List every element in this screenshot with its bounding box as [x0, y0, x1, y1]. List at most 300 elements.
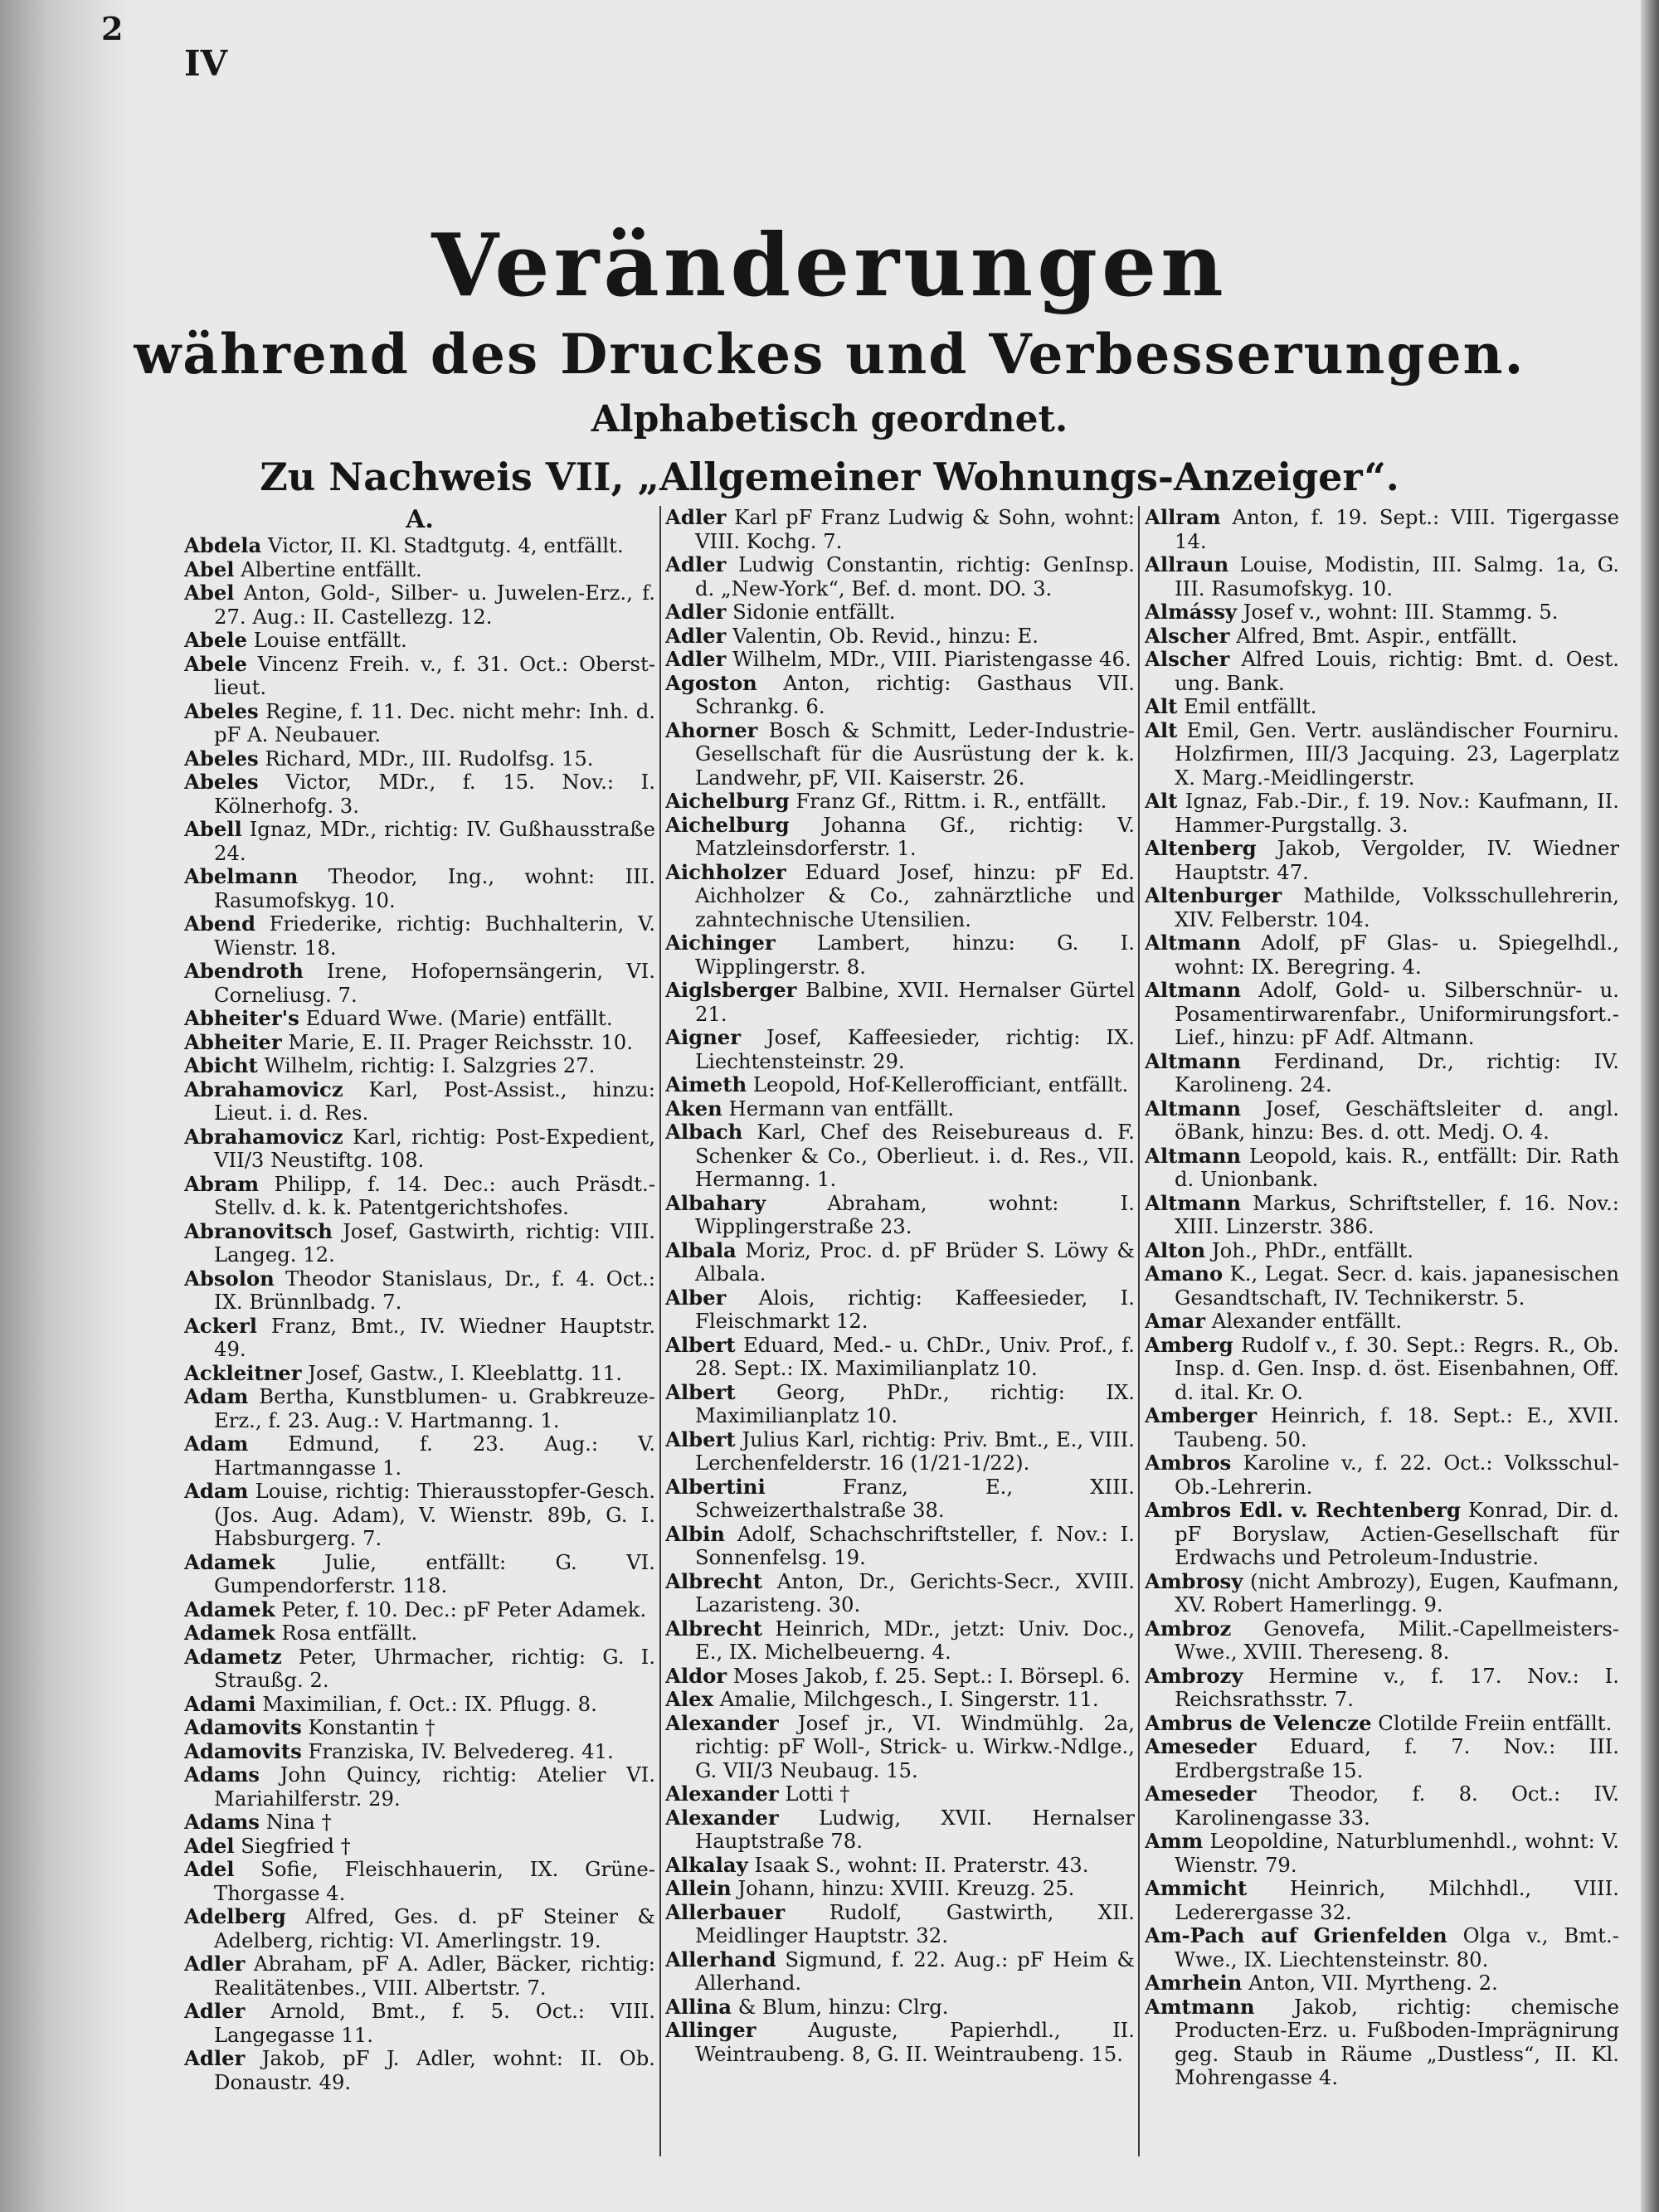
entry-name: Amano — [1145, 1262, 1224, 1286]
entry-details: Moriz, Proc. d. pF Brüder S. Löwy & Albala. — [695, 1237, 1135, 1286]
entry-name: Amtmann — [1145, 1994, 1255, 2019]
directory-entry — [1145, 1877, 1619, 1924]
entry-name: Aken — [665, 1096, 722, 1121]
directory-entry — [1145, 1617, 1619, 1665]
directory-entry — [1145, 1499, 1619, 1570]
entry-name: Alt — [1145, 789, 1178, 813]
entry-details: Albertine entfällt. — [241, 557, 422, 581]
section-roman-numeral: IV — [184, 43, 228, 84]
entry-details: Heinrich, f. 18. Sept.: E., XVII. Taubeng. 50. — [1175, 1403, 1619, 1451]
directory-entry — [665, 1334, 1135, 1381]
entry-details: Alexander entfällt. — [1211, 1309, 1402, 1333]
entry-details: Balbine, XVII. Hernalser Gürtel 21. — [695, 978, 1135, 1026]
entry-name: Adametz — [184, 1644, 282, 1669]
directory-entry — [1145, 931, 1619, 979]
directory-entry — [1145, 837, 1619, 884]
column-3-entries — [1145, 506, 1619, 2090]
directory-entry — [665, 600, 1135, 625]
column-2 — [665, 506, 1135, 2165]
entry-details: Eduard Josef, hinzu: pF Ed. Aichholzer & Co., zahnärztliche und zahntechnische Utensilien. — [695, 859, 1135, 931]
directory-entry — [1145, 1310, 1619, 1334]
page-number: 2 — [101, 10, 124, 47]
entry-details: Anton, Gold-, Silber- u. Juwelen-Erz., f. 27. Aug.: II. Castellezg. 12. — [214, 581, 655, 629]
entry-details: Josef, Gastwirth, richtig: VIII. Langeg. 12. — [214, 1218, 655, 1266]
entry-name: Alexander — [665, 1805, 779, 1830]
entry-details: Franz, E., XIII. Schweizerthalstraße 38. — [695, 1474, 1135, 1522]
directory-entry — [184, 653, 655, 700]
entry-name: Ambros Edl. v. Rechtenberg — [1145, 1498, 1462, 1522]
entry-name: Abeles — [184, 770, 259, 794]
entry-name: Ameseder — [1145, 1782, 1257, 1806]
directory-entry — [184, 1480, 655, 1551]
directory-entry — [1145, 1570, 1619, 1617]
entry-name: Abicht — [184, 1053, 258, 1077]
entry-name: Ahorner — [665, 717, 758, 742]
entry-details: Leopoldine, Naturblumenhdl., wohnt: V. Wienstr. 79. — [1175, 1829, 1619, 1877]
entry-name: Ambrosy — [1145, 1568, 1243, 1593]
directory-entry — [1145, 1334, 1619, 1405]
directory-entry — [665, 1475, 1135, 1523]
entry-name: Aigner — [665, 1025, 741, 1049]
entry-details: Theodor, f. 8. Oct.: IV. Karolinengasse 33. — [1175, 1782, 1619, 1830]
entry-details: Wilhelm, richtig: I. Salzgries 27. — [264, 1053, 596, 1077]
entry-name: Allein — [665, 1876, 732, 1900]
entry-name: Ambrus de Velencze — [1145, 1710, 1372, 1735]
entry-details: Vincenz Freih. v., f. 31. Oct.: Oberst-lieut. — [214, 651, 655, 699]
entry-name: Amberger — [1145, 1403, 1258, 1427]
directory-entry — [1145, 1451, 1619, 1499]
directory-entry — [1145, 1192, 1619, 1239]
entry-name: Abel — [184, 581, 235, 605]
entry-name: Altmann — [1145, 1096, 1242, 1121]
entry-details: Adolf, Gold- u. Silberschnür- u. Posamentirwarenfabr., Uniformirungsfort.-Lief., hinzu: pF Adf. Altmann. — [1175, 978, 1619, 1049]
entry-details: Jakob, Vergolder, IV. Wiedner Hauptstr. 47. — [1175, 836, 1619, 884]
entry-name: Abend — [184, 912, 255, 936]
directory-entry — [665, 1806, 1135, 1854]
directory-entry — [184, 1031, 655, 1055]
entry-name: Abranovitsch — [184, 1218, 333, 1243]
entry-name: Abelmann — [184, 864, 299, 888]
entry-details: Sigmund, f. 22. Aug.: pF Heim & Allerhand. — [695, 1947, 1135, 1995]
directory-entry — [184, 1432, 655, 1480]
entry-details: Ignaz, MDr., richtig: IV. Gußhausstraße 24. — [214, 817, 655, 865]
entry-details: Friederike, richtig: Buchhalterin, V. Wienstr. 18. — [214, 912, 655, 960]
directory-entry — [1145, 1971, 1619, 1996]
column-divider — [659, 506, 661, 2156]
entry-details: Eduard, Med.- u. ChDr., Univ. Prof., f. 28. Sept.: IX. Maximilianplatz 10. — [695, 1332, 1135, 1380]
entry-details: Abraham, wohnt: I. Wipplingerstraße 23. — [695, 1190, 1135, 1238]
entry-name: Adler — [665, 623, 727, 648]
entry-details: Leopold, Hof-Kellerofficiant, entfällt. — [752, 1072, 1129, 1096]
entry-name: Adams — [184, 1762, 260, 1787]
directory-entry — [184, 1763, 655, 1811]
entry-name: Adams — [184, 1810, 260, 1834]
directory-entry — [184, 865, 655, 912]
entry-details: Richard, MDr., III. Rudolfsg. 15. — [265, 746, 594, 771]
entry-details: Alfred, Ges. d. pF Steiner & Adelberg, richtig: VI. Amerlingstr. 19. — [214, 1904, 655, 1952]
letter-heading: A. — [406, 506, 434, 534]
directory-entry — [1145, 1996, 1619, 2090]
directory-entry — [665, 1996, 1135, 2020]
entry-details: Sidonie entfällt. — [732, 600, 896, 624]
directory-entry — [184, 700, 655, 747]
entry-details: Jakob, pF J. Adler, wohnt: II. Ob. Donaustr. 49. — [214, 2046, 655, 2094]
entry-details: Julie, entfällt: G. VI. Gumpendorferstr. 118. — [214, 1549, 655, 1597]
entry-name: Albert — [665, 1332, 736, 1357]
directory-entry — [184, 1220, 655, 1267]
entry-name: Adamovits — [184, 1738, 302, 1763]
entry-name: Albala — [665, 1237, 737, 1262]
entry-details: John Quincy, richtig: Atelier VI. Mariahilferstr. 29. — [214, 1762, 655, 1811]
directory-entry — [665, 931, 1135, 979]
entry-details: Hermine v., f. 17. Nov.: I. Reichsrathsstr. 7. — [1175, 1663, 1619, 1711]
directory-entry — [665, 1948, 1135, 1996]
directory-entry — [1145, 506, 1619, 553]
entry-details: Franz Gf., Rittm. i. R., entfällt. — [795, 789, 1107, 813]
directory-entry — [1145, 600, 1619, 625]
entry-name: Abel — [184, 557, 235, 581]
entry-name: Alber — [665, 1285, 727, 1310]
entry-name: Alt — [1145, 694, 1178, 718]
entry-details: Louise, Modistin, III. Salmg. 1a, G. III. Rasumofskyg. 10. — [1175, 552, 1619, 600]
entry-name: Abell — [184, 817, 242, 841]
directory-entry — [665, 672, 1135, 719]
entry-details: Heinrich, MDr., jetzt: Univ. Doc., E., IX. Michelbeuerng. 4. — [695, 1616, 1135, 1664]
entry-details: Isaak S., wohnt: II. Praterstr. 43. — [754, 1852, 1089, 1877]
entry-details: Bosch & Schmitt, Leder-Industrie-Gesellschaft für die Ausrüstung der k. k. Landwehr, pF, VII. Kaiserstr. 26. — [695, 717, 1135, 790]
entry-details: Amalie, Milchgesch., I. Singerstr. 11. — [719, 1687, 1099, 1711]
directory-entry — [665, 1782, 1135, 1806]
entry-name: Abele — [184, 628, 247, 652]
entry-details: Lambert, hinzu: G. I. Wipplingerstr. 8. — [695, 931, 1135, 979]
directory-entry — [184, 1858, 655, 1905]
entry-name: Adamovits — [184, 1715, 302, 1739]
entry-name: Absolon — [184, 1266, 275, 1291]
directory-entry — [184, 1716, 655, 1740]
entry-name: Almássy — [1145, 600, 1238, 624]
directory-entry — [184, 1740, 655, 1764]
directory-entry — [665, 1901, 1135, 1948]
directory-entry — [184, 1173, 655, 1220]
directory-entry — [184, 1385, 655, 1432]
directory-entry — [1145, 1404, 1619, 1451]
entry-details: Abraham, pF A. Adler, Bäcker, richtig: Realitätenbes., VIII. Albertstr. 7. — [214, 1952, 655, 2000]
directory-entry — [665, 1617, 1135, 1665]
entry-name: Altmann — [1145, 1190, 1242, 1215]
entry-details: Peter, f. 10. Dec.: pF Peter Adamek. — [281, 1597, 647, 1621]
directory-entry — [184, 1621, 655, 1646]
entry-name: Amar — [1145, 1309, 1206, 1333]
entry-name: Albrecht — [665, 1568, 763, 1593]
directory-entry — [1145, 1050, 1619, 1097]
directory-entry — [665, 1192, 1135, 1239]
directory-entry — [665, 1073, 1135, 1097]
entry-name: Aichelburg — [665, 812, 790, 837]
directory-entry — [665, 1523, 1135, 1570]
entry-name: Abheiter — [184, 1029, 282, 1054]
column-1 — [184, 506, 655, 2165]
entry-name: Adel — [184, 1833, 235, 1858]
entry-name: Amm — [1145, 1829, 1204, 1853]
entry-details: Auguste, Papierhdl., II. Weintraubeng. 8, G. II. Weintraubeng. 15. — [695, 2018, 1135, 2066]
entry-details: Theodor Stanislaus, Dr., f. 4. Oct.: IX. Brünnlbadg. 7. — [214, 1266, 655, 1314]
directory-entry — [665, 1121, 1135, 1192]
page-title: Veränderungen — [431, 214, 1228, 316]
entry-name: Altenberg — [1145, 836, 1257, 860]
directory-entry — [665, 1712, 1135, 1783]
entry-name: Aldor — [665, 1663, 727, 1688]
directory-entry — [184, 912, 655, 960]
directory-entry — [665, 1877, 1135, 1901]
entry-name: Adamek — [184, 1597, 275, 1621]
directory-entry — [1145, 648, 1619, 695]
entry-name: Ameseder — [1145, 1734, 1257, 1758]
directory-entry — [184, 1598, 655, 1622]
entry-name: Albert — [665, 1427, 736, 1451]
directory-entry — [665, 979, 1135, 1026]
entry-details: Peter, Uhrmacher, richtig: G. I. Straußg. 2. — [214, 1644, 655, 1692]
entry-details: Anton, richtig: Gasthaus VII. Schrankg. 6. — [695, 670, 1135, 718]
entry-name: Allram — [1145, 506, 1221, 529]
entry-details: Moses Jakob, f. 25. Sept.: I. Börsepl. 6. — [732, 1663, 1131, 1688]
directory-entry — [184, 1267, 655, 1315]
directory-entry — [1145, 1262, 1619, 1310]
directory-entry — [665, 861, 1135, 932]
directory-entry — [665, 1026, 1135, 1073]
directory-entry — [1145, 790, 1619, 837]
directory-entry — [1145, 1239, 1619, 1263]
entry-details: Bertha, Kunstblumen- u. Grabkreuze-Erz., f. 23. Aug.: V. Hartmanng. 1. — [214, 1384, 655, 1432]
directory-entry — [665, 1854, 1135, 1878]
entry-name: Ambroz — [1145, 1616, 1232, 1641]
entry-details: Franz, Bmt., IV. Wiedner Hauptstr. 49. — [214, 1313, 655, 1361]
entry-details: Arnold, Bmt., f. 5. Oct.: VIII. Langegasse 11. — [214, 1999, 655, 2047]
entry-details: Johann, hinzu: XVIII. Kreuzg. 25. — [737, 1876, 1075, 1900]
entry-name: Adler — [665, 600, 727, 624]
entry-name: Allerbauer — [665, 1899, 786, 1924]
entry-name: Abeles — [184, 698, 259, 723]
entry-details: Ludwig Constantin, richtig: GenInsp. d. „New-York“, Bef. d. mont. DO. 3. — [695, 552, 1135, 600]
entry-details: Karl, Post-Assist., hinzu: Lieut. i. d. Res. — [214, 1077, 655, 1125]
directory-entry — [665, 553, 1135, 600]
entry-details: Adolf, pF Glas- u. Spiegelhdl., wohnt: IX. Beregring. 4. — [1175, 931, 1619, 979]
entry-name: Ambrozy — [1145, 1663, 1243, 1688]
entry-name: Altenburger — [1145, 883, 1282, 907]
entry-name: Adel — [184, 1857, 235, 1881]
entry-details: Josef, Gastw., I. Kleeblattg. 11. — [308, 1360, 622, 1385]
entry-details: Georg, PhDr., richtig: IX. Maximilianplatz 10. — [695, 1379, 1135, 1427]
entry-name: Adamek — [184, 1621, 275, 1645]
entry-name: Adam — [184, 1479, 249, 1503]
directory-entry — [665, 719, 1135, 790]
entry-name: Albert — [665, 1379, 736, 1404]
entry-name: Altmann — [1145, 1048, 1242, 1073]
entry-name: Amrhein — [1145, 1971, 1243, 1995]
ordering-note: Alphabetisch geordnet. — [591, 398, 1068, 440]
entry-details: Ignaz, Fab.-Dir., f. 19. Nov.: Kaufmann, II. Hammer-Purgstallg. 3. — [1175, 789, 1619, 837]
page-subtitle: während des Druckes und Verbesserungen. — [134, 322, 1525, 386]
entry-name: Allerhand — [665, 1947, 776, 1971]
directory-entry — [665, 790, 1135, 814]
entry-details: Rosa entfällt. — [281, 1621, 418, 1645]
column-1-entries — [184, 534, 655, 2094]
entry-details: Theodor, Ing., wohnt: III. Rasumofskyg. 10. — [214, 864, 655, 912]
entry-name: Adamek — [184, 1549, 275, 1574]
directory-entry — [184, 581, 655, 629]
entry-name: Adami — [184, 1691, 256, 1716]
directory-entry — [184, 1952, 655, 2000]
directory-entry — [184, 747, 655, 771]
entry-details: Genovefa, Milit.-Capellmeisters-Wwe., XVIII. Thereseng. 8. — [1175, 1616, 1619, 1664]
entry-details: Eduard, f. 7. Nov.: III. Erdbergstraße 15. — [1175, 1734, 1619, 1782]
directory-entry — [184, 1905, 655, 1952]
entry-details: Valentin, Ob. Revid., hinzu: E. — [732, 623, 1039, 648]
directory-entry — [1145, 979, 1619, 1050]
directory-entry — [665, 1097, 1135, 1121]
entry-name: Ambros — [1145, 1451, 1232, 1475]
entry-details: Josef jr., VI. Windmühlg. 2a, richtig: pF Woll-, Strick- u. Wirkw.-Ndlge., G. VII/3 Neubaug. 15. — [695, 1710, 1135, 1782]
entry-details: Rudolf v., f. 30. Sept.: Regrs. R., Ob. Insp. d. Gen. Insp. d. öst. Eisenbahnen, Off. d. ital. Kr. O. — [1175, 1332, 1619, 1404]
entry-details: Johanna Gf., richtig: V. Matzleinsdorferstr. 1. — [695, 812, 1135, 860]
directory-entry — [1145, 695, 1619, 719]
directory-entry — [1145, 1924, 1619, 1971]
entry-details: Louise entfällt. — [253, 628, 407, 652]
entry-details: Rudolf, Gastwirth, XII. Meidlinger Hauptstr. 32. — [695, 1899, 1135, 1947]
entry-details: Anton, f. 19. Sept.: VIII. Tigergasse 14. — [1175, 506, 1619, 553]
entry-name: Ackerl — [184, 1313, 257, 1338]
entry-name: Albahary — [665, 1190, 766, 1215]
directory-entry — [1145, 625, 1619, 649]
entry-name: Adam — [184, 1384, 249, 1408]
directory-entry — [184, 1078, 655, 1125]
directory-entry — [184, 960, 655, 1007]
entry-details: Emil, Gen. Vertr. ausländischer Fourniru. Holzfirmen, III/3 Jacquing. 23, Lagerplatz X. Marg.-Meidlingerstr. — [1175, 717, 1619, 790]
entry-name: Abrahamovicz — [184, 1124, 343, 1149]
reference-heading: Zu Nachweis VII, „Allgemeiner Wohnungs-Anzeiger“. — [260, 455, 1399, 499]
entry-name: Alexander — [665, 1782, 779, 1806]
entry-details: Franziska, IV. Belvedereg. 41. — [308, 1738, 614, 1763]
entry-name: Albertini — [665, 1474, 766, 1499]
directory-entry — [665, 1570, 1135, 1617]
entry-details: Karl, Chef des Reisebureaus d. F. Schenker & Co., Oberlieut. i. d. Res., VII. Hermanng. 1. — [695, 1120, 1135, 1191]
entry-details: Alois, richtig: Kaffeesieder, I. Fleischmarkt 12. — [695, 1285, 1135, 1333]
column-3 — [1145, 506, 1619, 2165]
entry-name: Am-Pach auf Grienfelden — [1145, 1923, 1447, 1947]
entry-name: Agoston — [665, 670, 757, 695]
entry-name: Allina — [665, 1994, 732, 2019]
entry-details: Wilhelm, MDr., VIII. Piaristengasse 46. — [732, 647, 1131, 671]
entry-details: Irene, Hofopernsängerin, VI. Corneliusg. 7. — [214, 959, 655, 1007]
entry-details: Adolf, Schachschriftsteller, f. Nov.: I. Sonnenfelsg. 19. — [695, 1521, 1135, 1569]
entry-name: Abdela — [184, 533, 262, 557]
entry-details: Lotti † — [785, 1782, 850, 1806]
entry-details: Alfred, Bmt. Aspir., entfällt. — [1236, 623, 1518, 648]
entry-details: Karoline v., f. 22. Oct.: Volksschul-Ob.-Lehrerin. — [1175, 1451, 1619, 1499]
entry-name: Altmann — [1145, 978, 1242, 1002]
directory-entry — [184, 2000, 655, 2047]
entry-details: Victor, II. Kl. Stadtgutg. 4, entfällt. — [268, 533, 624, 557]
entry-name: Alscher — [1145, 623, 1230, 648]
entry-name: Aimeth — [665, 1072, 747, 1096]
entry-name: Adam — [184, 1432, 249, 1456]
directory-entry — [184, 2047, 655, 2094]
entry-name: Aichholzer — [665, 859, 786, 884]
directory-entry — [665, 814, 1135, 861]
directory-entry — [1145, 1735, 1619, 1782]
directory-entry — [665, 625, 1135, 649]
entry-details: Clotilde Freiin entfällt. — [1378, 1710, 1613, 1735]
column-2-entries — [665, 506, 1135, 2066]
directory-entry — [1145, 553, 1619, 600]
entry-details: Sofie, Fleischhauerin, IX. Grüne-Thorgasse 4. — [214, 1857, 655, 1905]
directory-entry — [184, 1362, 655, 1386]
entry-details: Louise, richtig: Thierausstopfer-Gesch. (Jos. Aug. Adam), V. Wienstr. 89b, G. I. Habsburgerg. 7. — [214, 1479, 655, 1550]
column-divider — [1138, 506, 1140, 2156]
entry-name: Abheiter's — [184, 1006, 299, 1030]
entry-name: Altmann — [1145, 931, 1242, 955]
entry-name: Albin — [665, 1521, 725, 1546]
entry-details: Karl, richtig: Post-Expedient, VII/3 Neustiftg. 108. — [214, 1124, 655, 1172]
entry-details: Siegfried † — [241, 1833, 351, 1858]
entry-name: Aichinger — [665, 931, 776, 955]
entry-details: Alfred Louis, richtig: Bmt. d. Oest. ung. Bank. — [1175, 647, 1619, 695]
entry-name: Alex — [665, 1687, 714, 1711]
directory-entry — [665, 1428, 1135, 1475]
directory-entry — [1145, 1782, 1619, 1830]
directory-entry — [665, 1381, 1135, 1428]
entry-name: Altmann — [1145, 1143, 1242, 1168]
directory-entry — [665, 2019, 1135, 2066]
entry-details: Eduard Wwe. (Marie) entfällt. — [305, 1006, 613, 1030]
directory-entry — [665, 506, 1135, 553]
entry-name: Aichelburg — [665, 789, 790, 813]
directory-entry — [184, 629, 655, 653]
entry-name: Allraun — [1145, 552, 1229, 576]
entry-details: Mathilde, Volksschullehrerin, XIV. Felberstr. 104. — [1175, 883, 1619, 931]
directory-entry — [184, 534, 655, 558]
entry-details: Edmund, f. 23. Aug.: V. Hartmanngasse 1. — [214, 1432, 655, 1480]
entry-name: Alscher — [1145, 647, 1230, 671]
entry-details: Olga v., Bmt.-Wwe., IX. Liechtensteinstr. 80. — [1175, 1923, 1619, 1971]
directory-entry — [665, 648, 1135, 672]
directory-entry — [184, 1551, 655, 1598]
entry-details: Konrad, Dir. d. pF Boryslaw, Actien-Gesellschaft für Erdwachs und Petroleum-Industrie. — [1175, 1498, 1619, 1569]
directory-entry — [665, 1665, 1135, 1689]
entry-name: Albrecht — [665, 1616, 763, 1641]
entry-name: Adler — [665, 647, 727, 671]
directory-entry — [1145, 719, 1619, 790]
entry-details: Regine, f. 11. Dec. nicht mehr: Inh. d. pF A. Neubauer. — [214, 698, 655, 746]
entry-details: Marie, E. II. Prager Reichsstr. 10. — [288, 1029, 633, 1054]
entry-name: Alexander — [665, 1710, 779, 1735]
entry-details: Emil entfällt. — [1184, 694, 1317, 718]
directory-entry — [1145, 1712, 1619, 1736]
entry-name: Ackleitner — [184, 1360, 302, 1385]
entry-name: Alkalay — [665, 1852, 748, 1877]
entry-details: Josef v., wohnt: III. Stammg. 5. — [1243, 600, 1559, 624]
directory-entry — [184, 1811, 655, 1835]
entry-name: Abendroth — [184, 959, 304, 983]
directory-entry — [184, 1007, 655, 1031]
directory-entry — [1145, 1097, 1619, 1145]
entry-details: Philipp, f. 14. Dec.: auch Präsdt.-Stellv. d. k. k. Patentgerichtshofes. — [214, 1171, 655, 1219]
entry-details: Anton, VII. Myrtheng. 2. — [1248, 1971, 1498, 1995]
directory-entry — [1145, 884, 1619, 931]
directory-entry — [184, 1125, 655, 1173]
directory-entry — [1145, 1145, 1619, 1192]
entry-details: Joh., PhDr., entfällt. — [1211, 1237, 1413, 1262]
entry-details: K., Legat. Secr. d. kais. japanesischen Gesandtschaft, IV. Technikerstr. 5. — [1175, 1262, 1619, 1310]
